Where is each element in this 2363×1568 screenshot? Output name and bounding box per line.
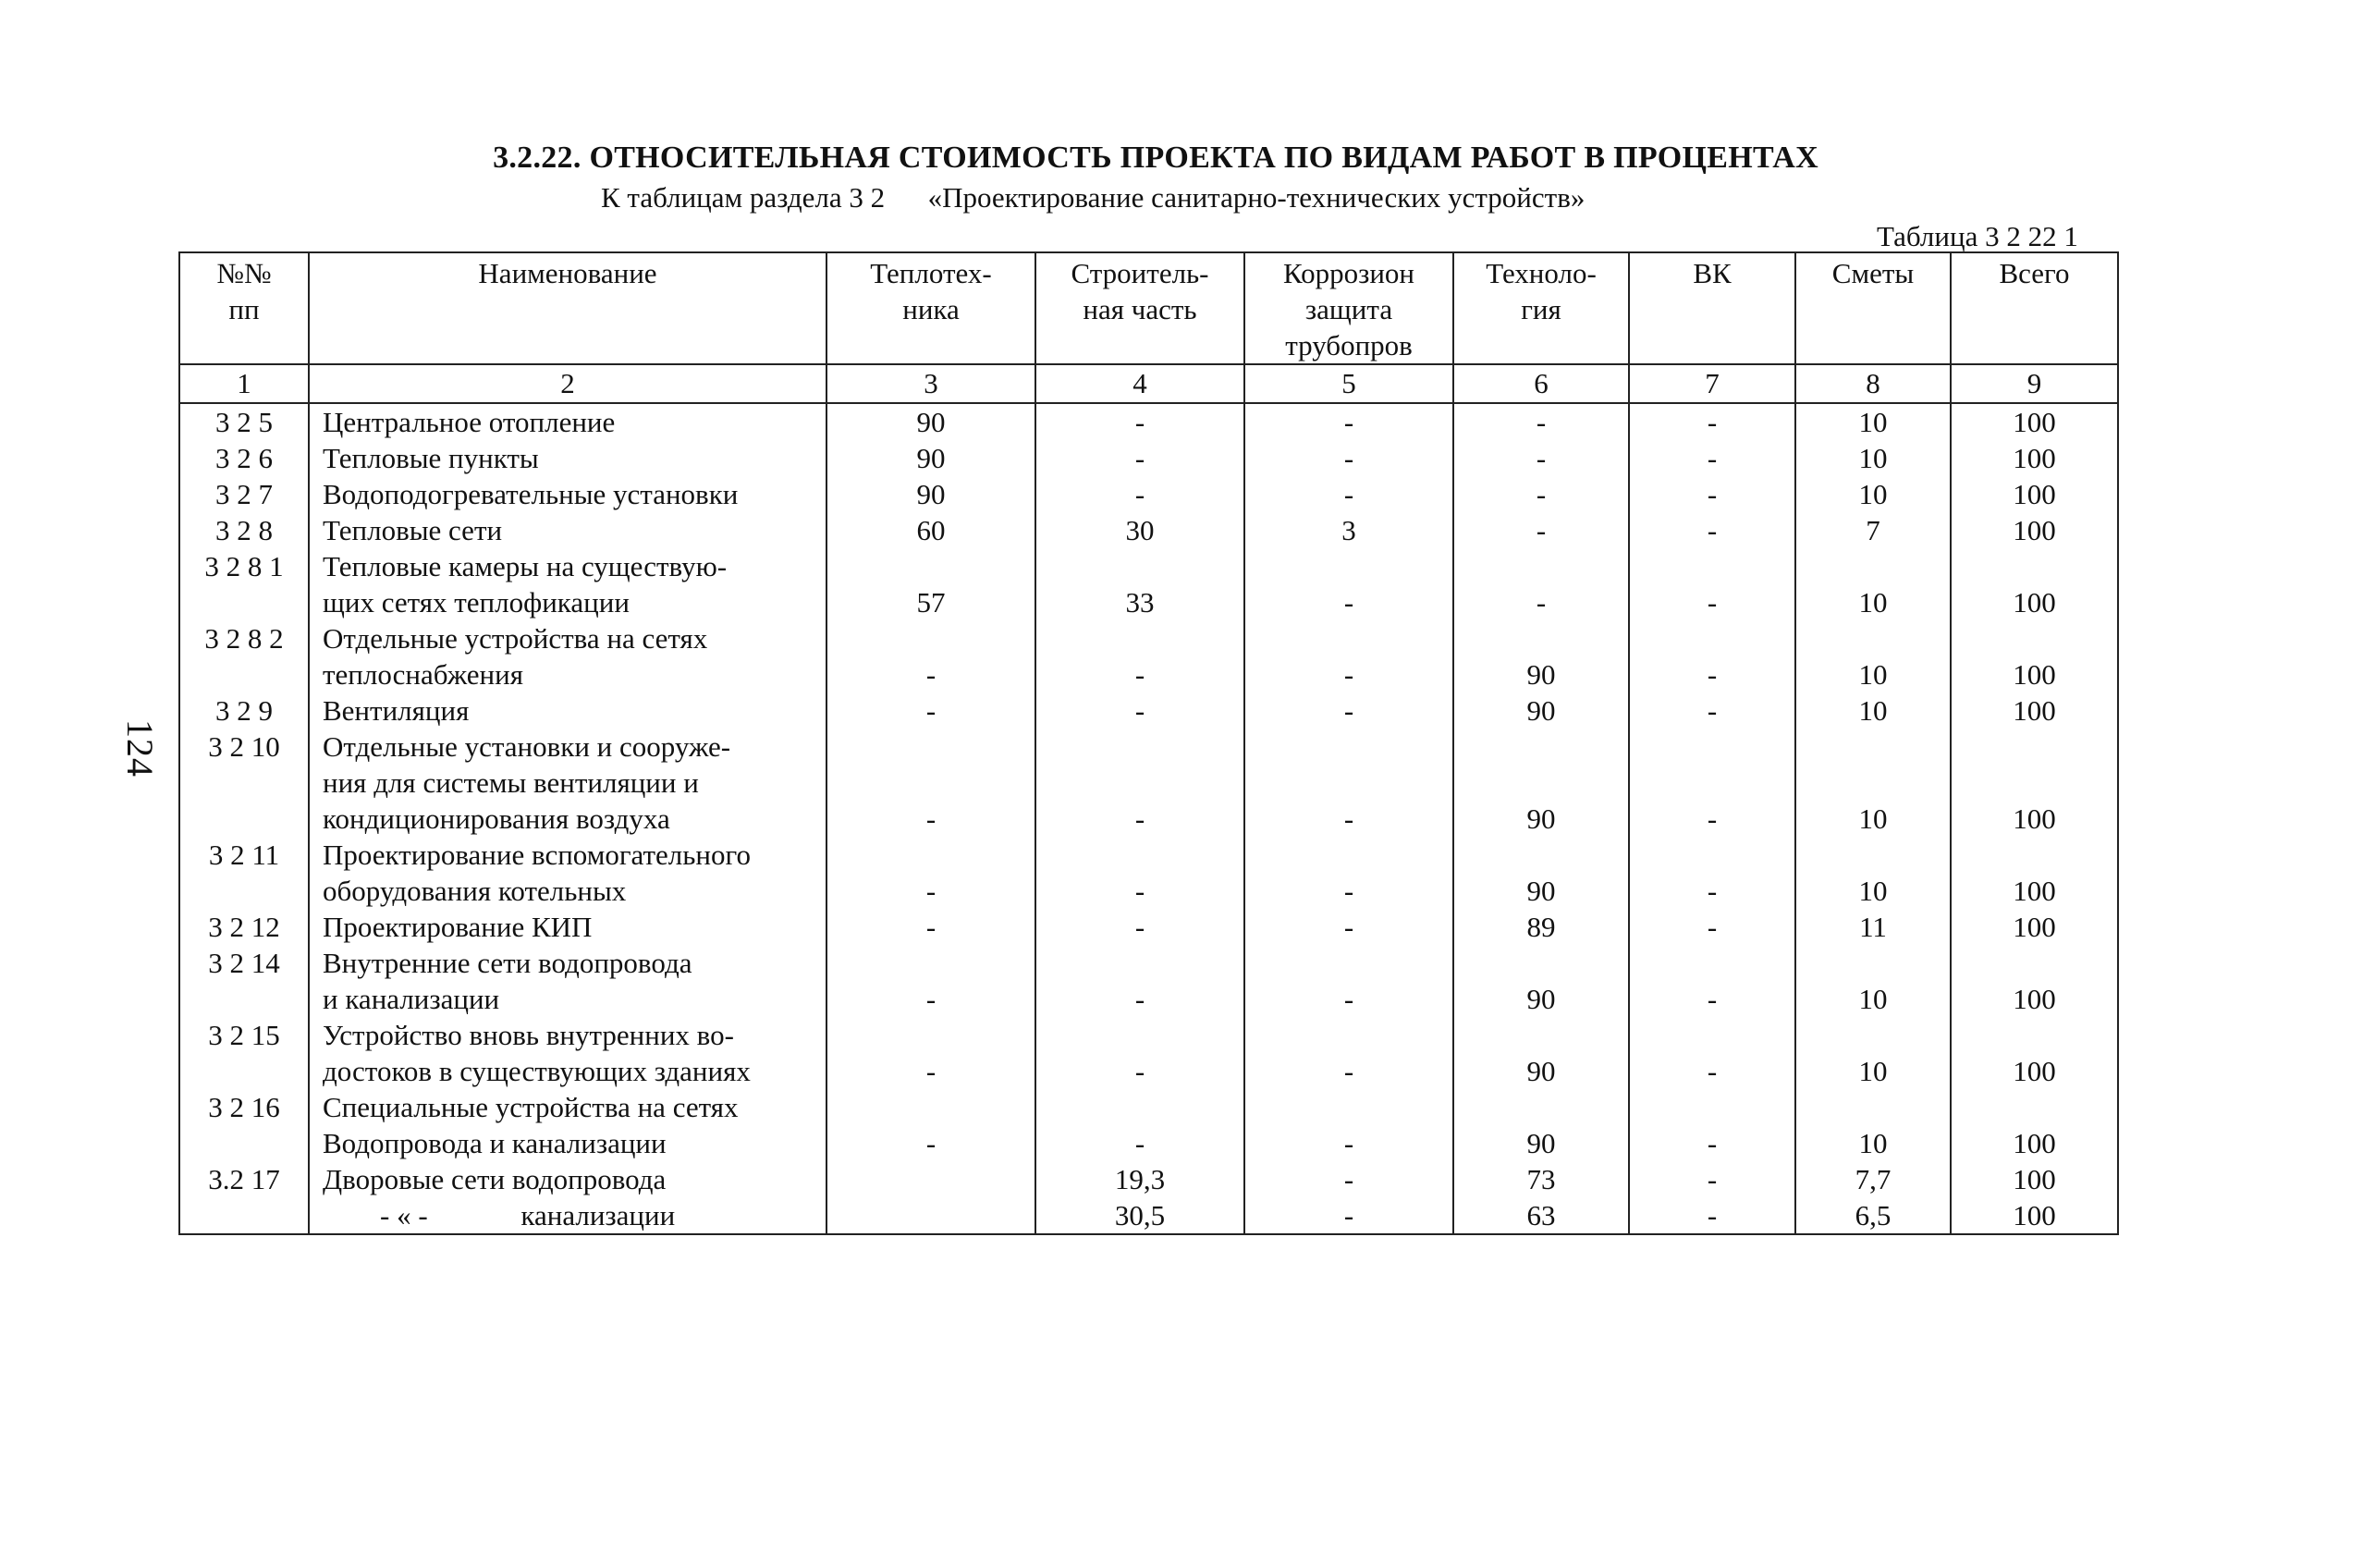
- value-cell-c6: 89: [1453, 909, 1629, 945]
- value-cell-c7: -: [1629, 1089, 1795, 1161]
- table-row: [179, 476, 2118, 512]
- value-cell-c9: 100: [1951, 909, 2118, 945]
- item-name-line: - « - канализации: [323, 1199, 676, 1231]
- document-subtitle: К таблицам раздела 3 2 «Проектирование санитарно-технических устройств»: [601, 181, 1586, 214]
- column-header-line: Сметы: [1831, 257, 1915, 289]
- item-name: [309, 620, 826, 692]
- value-cell-c4: -: [1035, 945, 1244, 1017]
- value-cell-c4: -: [1035, 440, 1244, 476]
- column-number: 2: [309, 364, 826, 403]
- value-cell-c8: 11: [1795, 909, 1951, 945]
- value-cell-c5: -: [1244, 692, 1453, 729]
- column-header-5: [1244, 252, 1453, 364]
- column-header-line: пп: [228, 293, 260, 325]
- value-cell-c8: 10: [1795, 403, 1951, 440]
- value-cell-c8: 10: [1795, 1017, 1951, 1089]
- item-name: [309, 440, 826, 476]
- column-header-line: №№: [216, 257, 272, 289]
- value-cell-c8: 10: [1795, 945, 1951, 1017]
- value-cell-c8: 7,7: [1795, 1161, 1951, 1197]
- value-cell-c4: 30: [1035, 512, 1244, 548]
- value-cell-c5: -: [1244, 837, 1453, 909]
- value-cell-c4: -: [1035, 620, 1244, 692]
- table-row: [179, 1089, 2118, 1161]
- value-cell-c5: -: [1244, 945, 1453, 1017]
- item-name: [309, 1089, 826, 1161]
- item-name-line: теплоснабжения: [323, 658, 523, 691]
- value-cell-c8: 10: [1795, 620, 1951, 692]
- column-header-1: [179, 252, 309, 364]
- item-code: 3.2 17: [179, 1161, 309, 1197]
- item-code: 3 2 8: [179, 512, 309, 548]
- cost-distribution-table: [178, 251, 2119, 1235]
- item-code: 3 2 11: [179, 837, 309, 909]
- column-header-9: [1951, 252, 2118, 364]
- column-number: 6: [1453, 364, 1629, 403]
- table-row: [179, 1161, 2118, 1197]
- value-cell-c3: 60: [826, 512, 1035, 548]
- value-cell-c7: -: [1629, 729, 1795, 837]
- value-cell-c7: -: [1629, 692, 1795, 729]
- value-cell-c6: 90: [1453, 1017, 1629, 1089]
- item-name-line: Проектирование КИП: [323, 911, 593, 943]
- value-cell-c6: 73: [1453, 1161, 1629, 1197]
- table-row: [179, 945, 2118, 1017]
- value-cell-c6: 90: [1453, 945, 1629, 1017]
- value-cell-c9: 100: [1951, 945, 2118, 1017]
- column-number-row: [179, 364, 2118, 403]
- column-header-line: ника: [902, 293, 960, 325]
- value-cell-c9: 100: [1951, 620, 2118, 692]
- value-cell-c9: 100: [1951, 403, 2118, 440]
- value-cell-c7: -: [1629, 909, 1795, 945]
- item-code: 3 2 7: [179, 476, 309, 512]
- value-cell-c4: -: [1035, 403, 1244, 440]
- value-cell-c6: 90: [1453, 692, 1629, 729]
- value-cell-c7: -: [1629, 440, 1795, 476]
- value-cell-c3: -: [826, 1089, 1035, 1161]
- value-cell-c3: 90: [826, 403, 1035, 440]
- item-name: [309, 1197, 826, 1234]
- column-number: 8: [1795, 364, 1951, 403]
- value-cell-c9: 100: [1951, 512, 2118, 548]
- document-title: 3.2.22. ОТНОСИТЕЛЬНАЯ СТОИМОСТЬ ПРОЕКТА ПО ВИДАМ РАБОТ В ПРОЦЕНТАХ: [493, 141, 1818, 175]
- column-header-line: ВК: [1693, 257, 1732, 289]
- value-cell-c7: -: [1629, 403, 1795, 440]
- value-cell-c3: -: [826, 729, 1035, 837]
- column-header-6: [1453, 252, 1629, 364]
- column-number: 1: [179, 364, 309, 403]
- value-cell-c7: -: [1629, 1197, 1795, 1234]
- value-cell-c4: -: [1035, 729, 1244, 837]
- value-cell-c9: 100: [1951, 1161, 2118, 1197]
- table-row: [179, 1017, 2118, 1089]
- value-cell-c4: -: [1035, 909, 1244, 945]
- value-cell-c6: 90: [1453, 837, 1629, 909]
- item-name: [309, 512, 826, 548]
- column-header-line: Теплотех-: [870, 257, 992, 289]
- column-number: 7: [1629, 364, 1795, 403]
- column-header-2: [309, 252, 826, 364]
- value-cell-c6: -: [1453, 440, 1629, 476]
- column-header-line: Техноло-: [1486, 257, 1597, 289]
- value-cell-c3: 90: [826, 440, 1035, 476]
- value-cell-c6: -: [1453, 403, 1629, 440]
- item-name-line: Дворовые сети водопровода: [323, 1163, 667, 1195]
- item-name-line: щих сетях теплофикации: [323, 586, 630, 619]
- table-row: [179, 692, 2118, 729]
- value-cell-c8: 7: [1795, 512, 1951, 548]
- value-cell-c7: -: [1629, 476, 1795, 512]
- value-cell-c8: 10: [1795, 440, 1951, 476]
- value-cell-c4: 19,3: [1035, 1161, 1244, 1197]
- value-cell-c6: 90: [1453, 729, 1629, 837]
- item-code: 3 2 16: [179, 1089, 309, 1161]
- item-code: 3 2 6: [179, 440, 309, 476]
- column-header-3: [826, 252, 1035, 364]
- value-cell-c7: -: [1629, 548, 1795, 620]
- item-name: [309, 1017, 826, 1089]
- value-cell-c7: -: [1629, 837, 1795, 909]
- column-number: 5: [1244, 364, 1453, 403]
- value-cell-c6: 90: [1453, 620, 1629, 692]
- value-cell-c3: [826, 1197, 1035, 1234]
- page-number: 124: [119, 719, 161, 778]
- item-name: [309, 729, 826, 837]
- item-name-line: и канализации: [323, 983, 500, 1015]
- column-header-line: Коррозион: [1282, 257, 1415, 289]
- value-cell-c5: -: [1244, 1017, 1453, 1089]
- value-cell-c4: -: [1035, 1017, 1244, 1089]
- item-name-line: Проектирование вспомогательного: [323, 839, 751, 871]
- value-cell-c9: 100: [1951, 440, 2118, 476]
- item-code: 3 2 12: [179, 909, 309, 945]
- value-cell-c9: 100: [1951, 837, 2118, 909]
- item-name-line: Водопровода и канализации: [323, 1127, 667, 1159]
- item-name: [309, 1161, 826, 1197]
- value-cell-c7: -: [1629, 1017, 1795, 1089]
- value-cell-c6: -: [1453, 512, 1629, 548]
- value-cell-c8: 10: [1795, 837, 1951, 909]
- item-name-line: Отдельные устройства на сетях: [323, 622, 708, 655]
- column-number: 4: [1035, 364, 1244, 403]
- value-cell-c8: 10: [1795, 1089, 1951, 1161]
- value-cell-c5: -: [1244, 548, 1453, 620]
- column-header-4: [1035, 252, 1244, 364]
- item-code: 3 2 9: [179, 692, 309, 729]
- item-name-line: Водоподогревательные установки: [323, 478, 739, 510]
- table-row: [179, 440, 2118, 476]
- item-name-line: кондиционирования воздуха: [323, 802, 670, 835]
- item-name: [309, 548, 826, 620]
- value-cell-c6: 90: [1453, 1089, 1629, 1161]
- item-name: [309, 837, 826, 909]
- value-cell-c8: 10: [1795, 692, 1951, 729]
- value-cell-c5: -: [1244, 1197, 1453, 1234]
- value-cell-c8: 10: [1795, 548, 1951, 620]
- item-code: 3 2 8 1: [179, 548, 309, 620]
- value-cell-c9: 100: [1951, 729, 2118, 837]
- value-cell-c3: 90: [826, 476, 1035, 512]
- table-row: [179, 620, 2118, 692]
- table-row: [179, 729, 2118, 837]
- value-cell-c7: -: [1629, 512, 1795, 548]
- value-cell-c4: -: [1035, 692, 1244, 729]
- item-code: 3 2 5: [179, 403, 309, 440]
- value-cell-c9: 100: [1951, 1089, 2118, 1161]
- column-header-line: гия: [1521, 293, 1561, 325]
- table-row: [179, 837, 2118, 909]
- item-code: 3 2 10: [179, 729, 309, 837]
- table-row: [179, 548, 2118, 620]
- column-header-line: Всего: [1999, 257, 2070, 289]
- item-name-line: Тепловые камеры на существую-: [323, 550, 728, 582]
- column-header-line: ная часть: [1083, 293, 1197, 325]
- item-name-line: Тепловые сети: [323, 514, 503, 546]
- value-cell-c3: -: [826, 837, 1035, 909]
- value-cell-c5: -: [1244, 1089, 1453, 1161]
- value-cell-c5: -: [1244, 909, 1453, 945]
- value-cell-c5: -: [1244, 1161, 1453, 1197]
- column-number: 9: [1951, 364, 2118, 403]
- value-cell-c9: 100: [1951, 1197, 2118, 1234]
- value-cell-c6: -: [1453, 476, 1629, 512]
- value-cell-c8: 10: [1795, 476, 1951, 512]
- table-row: [179, 512, 2118, 548]
- value-cell-c5: -: [1244, 729, 1453, 837]
- value-cell-c9: 100: [1951, 692, 2118, 729]
- column-header-8: [1795, 252, 1951, 364]
- column-number: 3: [826, 364, 1035, 403]
- value-cell-c4: -: [1035, 476, 1244, 512]
- item-code: 3 2 8 2: [179, 620, 309, 692]
- value-cell-c3: -: [826, 909, 1035, 945]
- value-cell-c6: -: [1453, 548, 1629, 620]
- item-name: [309, 692, 826, 729]
- value-cell-c8: 10: [1795, 729, 1951, 837]
- value-cell-c7: -: [1629, 945, 1795, 1017]
- value-cell-c3: [826, 1161, 1035, 1197]
- value-cell-c3: -: [826, 620, 1035, 692]
- item-name-line: Тепловые пункты: [323, 442, 539, 474]
- item-name-line: Внутренние сети водопровода: [323, 947, 692, 979]
- value-cell-c9: 100: [1951, 476, 2118, 512]
- item-name: [309, 403, 826, 440]
- value-cell-c3: -: [826, 692, 1035, 729]
- column-header-7: [1629, 252, 1795, 364]
- value-cell-c5: -: [1244, 440, 1453, 476]
- table-row: [179, 1197, 2118, 1234]
- item-name-line: Вентиляция: [323, 694, 470, 727]
- value-cell-c4: -: [1035, 837, 1244, 909]
- item-name-line: Отдельные установки и сооруже-: [323, 730, 731, 763]
- value-cell-c5: 3: [1244, 512, 1453, 548]
- value-cell-c8: 6,5: [1795, 1197, 1951, 1234]
- table-row: [179, 909, 2118, 945]
- value-cell-c5: -: [1244, 403, 1453, 440]
- item-name: [309, 909, 826, 945]
- item-name: [309, 945, 826, 1017]
- item-code: 3 2 15: [179, 1017, 309, 1089]
- item-name-line: достоков в существующих зданиях: [323, 1055, 751, 1087]
- column-header-line: Строитель-: [1071, 257, 1209, 289]
- value-cell-c7: -: [1629, 620, 1795, 692]
- value-cell-c4: 33: [1035, 548, 1244, 620]
- value-cell-c9: 100: [1951, 548, 2118, 620]
- value-cell-c9: 100: [1951, 1017, 2118, 1089]
- header-row: [179, 252, 2118, 364]
- value-cell-c4: -: [1035, 1089, 1244, 1161]
- item-code: 3 2 14: [179, 945, 309, 1017]
- item-name-line: ния для системы вентиляции и: [323, 766, 699, 799]
- table-row: [179, 403, 2118, 440]
- value-cell-c7: -: [1629, 1161, 1795, 1197]
- column-header-line: трубопров: [1285, 329, 1413, 361]
- value-cell-c3: -: [826, 1017, 1035, 1089]
- value-cell-c6: 63: [1453, 1197, 1629, 1234]
- item-name-line: Специальные устройства на сетях: [323, 1091, 739, 1123]
- item-name-line: оборудования котельных: [323, 875, 627, 907]
- item-name-line: Устройство вновь внутренних во-: [323, 1019, 734, 1051]
- value-cell-c5: -: [1244, 620, 1453, 692]
- value-cell-c5: -: [1244, 476, 1453, 512]
- value-cell-c4: 30,5: [1035, 1197, 1244, 1234]
- item-name-line: Центральное отопление: [323, 406, 616, 438]
- value-cell-c3: -: [826, 945, 1035, 1017]
- column-header-line: защита: [1304, 293, 1393, 325]
- value-cell-c3: 57: [826, 548, 1035, 620]
- table-id: Таблица 3 2 22 1: [1877, 220, 2078, 252]
- column-header-line: Наименование: [478, 257, 657, 289]
- item-name: [309, 476, 826, 512]
- item-code: [179, 1197, 309, 1234]
